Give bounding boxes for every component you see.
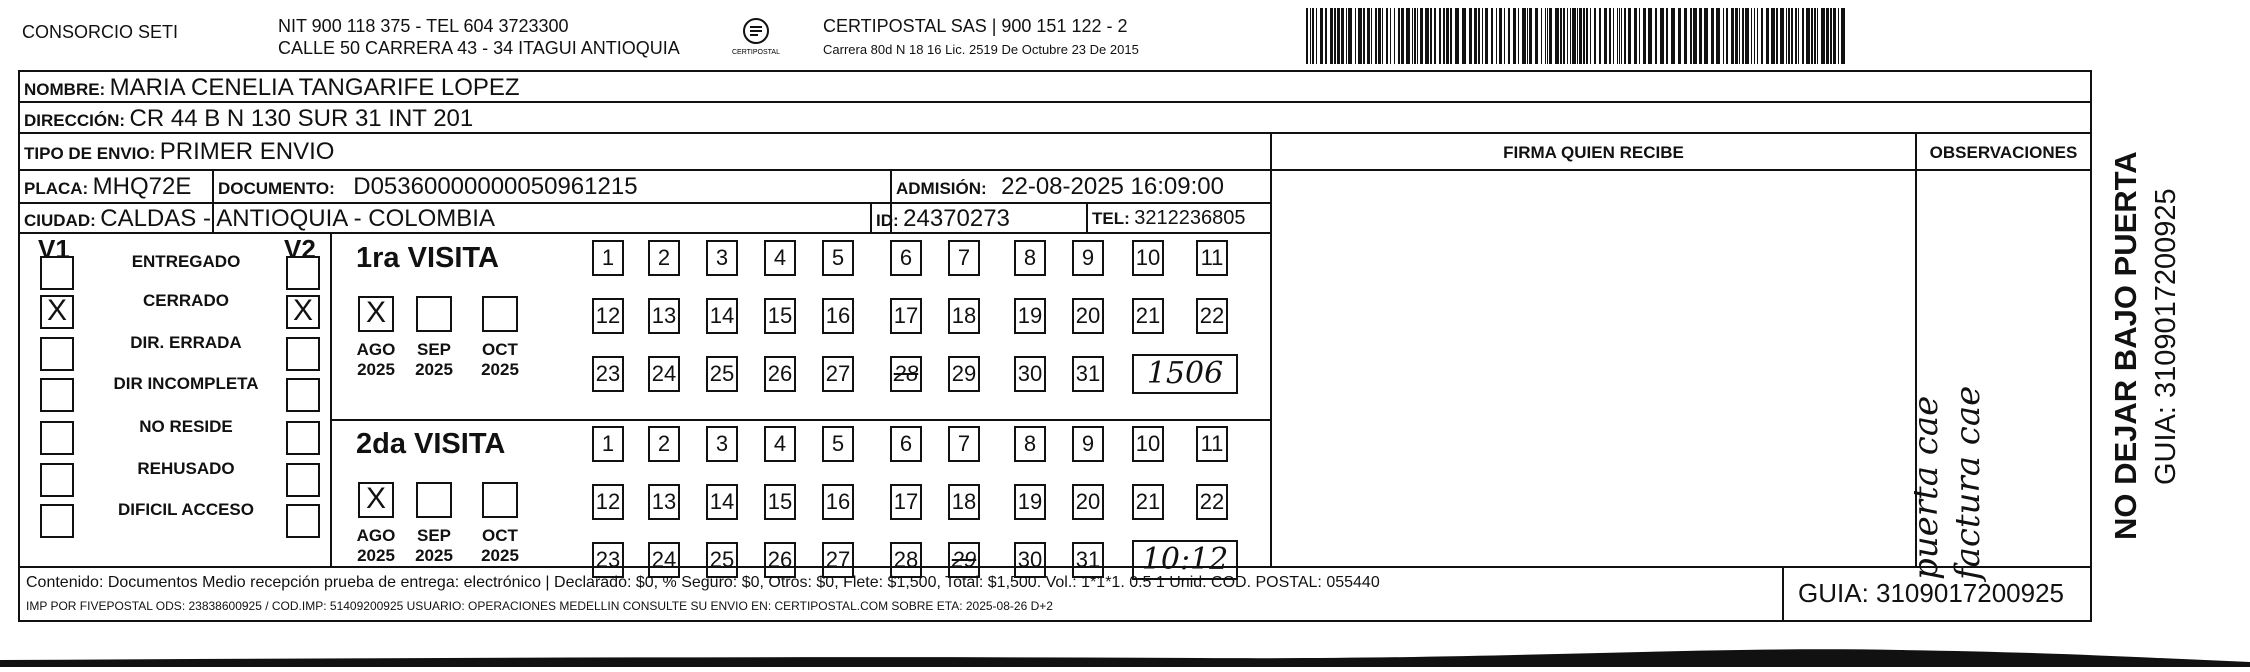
placa-label: PLACA:: [24, 179, 89, 198]
v2-checkbox[interactable]: [286, 421, 320, 455]
day-box[interactable]: 13: [648, 298, 680, 334]
day-box[interactable]: 2: [648, 240, 680, 276]
day-box[interactable]: 19: [1014, 298, 1046, 334]
month-label: [409, 340, 459, 380]
day-box[interactable]: 28: [890, 356, 922, 392]
day-box[interactable]: 30: [1014, 356, 1046, 392]
day-box[interactable]: 15: [764, 298, 796, 334]
tel-label: TEL:: [1092, 209, 1130, 228]
day-box[interactable]: 9: [1072, 240, 1104, 276]
id-field: [876, 205, 1010, 233]
row-line: [330, 419, 1270, 421]
ciudad-value: CALDAS - ANTIOQUIA - COLOMBIA: [100, 205, 495, 232]
day-box[interactable]: 18: [948, 298, 980, 334]
placa-value: MHQ72E: [92, 173, 192, 200]
v1-checkbox[interactable]: [40, 421, 74, 455]
direccion-label: DIRECCIÓN:: [24, 111, 126, 130]
admision-label: ADMISIÓN:: [896, 179, 987, 198]
col-line: [870, 202, 872, 232]
v1-label: V1: [38, 234, 70, 264]
v1-checkbox[interactable]: [40, 463, 74, 497]
day-box[interactable]: 10: [1132, 426, 1164, 462]
tipo-row: [24, 138, 334, 166]
col-line: [330, 232, 332, 566]
month-name: AGO: [356, 526, 396, 545]
day-box[interactable]: 13: [648, 484, 680, 520]
observaciones-header: OBSERVACIONES: [1929, 143, 2078, 162]
day-box[interactable]: 11: [1196, 240, 1228, 276]
day-box[interactable]: 9: [1072, 426, 1104, 462]
day-box[interactable]: 5: [822, 426, 854, 462]
observaciones-note-line: puerta cae: [1906, 395, 1946, 580]
day-box[interactable]: 7: [948, 240, 980, 276]
col-line: [1086, 202, 1088, 232]
motive-label: REHUSADO: [137, 459, 235, 478]
observaciones-note-line: factura cae: [1948, 385, 1988, 580]
v1-checkbox[interactable]: [40, 378, 74, 412]
day-box[interactable]: 2: [648, 426, 680, 462]
month-checkbox[interactable]: [416, 296, 452, 332]
frame-top: [18, 70, 2092, 72]
day-box[interactable]: 16: [822, 298, 854, 334]
month-name: OCT: [482, 526, 518, 545]
v2-checkbox[interactable]: [286, 378, 320, 412]
tel-field: [1092, 207, 1245, 230]
day-box[interactable]: 21: [1132, 298, 1164, 334]
motive-label: DIR. ERRADA: [130, 333, 242, 352]
certipostal-logo: [728, 16, 784, 58]
frame-bottom: [18, 620, 2092, 622]
v1-checkbox[interactable]: [40, 337, 74, 371]
month-year: 2025: [357, 360, 395, 379]
bottom-torn-edge: [0, 636, 2250, 667]
day-box[interactable]: 20: [1072, 484, 1104, 520]
v1-checkbox[interactable]: [40, 504, 74, 538]
v2-label: V2: [284, 234, 316, 264]
tipo-label: TIPO DE ENVIO:: [24, 144, 156, 163]
motive-label: CERRADO: [143, 291, 229, 310]
day-box[interactable]: 31: [1072, 356, 1104, 392]
observaciones-note: [1905, 230, 1989, 580]
month-label: [409, 526, 459, 566]
day-box[interactable]: 23: [592, 356, 624, 392]
id-value: 24370273: [903, 205, 1010, 232]
ciudad-label: CIUDAD:: [24, 211, 96, 230]
day-box[interactable]: 29: [948, 542, 980, 578]
motive-label: DIFICIL ACCESO: [117, 500, 254, 519]
day-box[interactable]: 3: [706, 426, 738, 462]
frame-right: [2090, 70, 2092, 622]
v2-checkbox[interactable]: [286, 504, 320, 538]
admision-value: 22-08-2025 16:09:00: [1001, 173, 1224, 200]
barcode: [1306, 8, 1846, 64]
day-box[interactable]: 23: [592, 542, 624, 578]
imp-line: IMP POR FIVEPOSTAL ODS: 23838600925 / COD.IMP: 51409200925 USUARIO: OPERACIONES MEDELLIN CONSULTE SU ENVIO EN: CERTIPOSTAL.COM SOBRE ETA: 2025-08-26 D+2: [26, 599, 1053, 613]
day-box[interactable]: 24: [648, 542, 680, 578]
day-box[interactable]: 17: [890, 298, 922, 334]
day-box[interactable]: 6: [890, 426, 922, 462]
day-box[interactable]: 17: [890, 484, 922, 520]
day-box[interactable]: 26: [764, 542, 796, 578]
company-name: CONSORCIO SETI: [22, 22, 179, 42]
month-checkbox[interactable]: [482, 482, 518, 518]
row-line: [18, 566, 2092, 568]
day-box[interactable]: 8: [1014, 426, 1046, 462]
admision-field: [896, 173, 1224, 201]
frame-left: [18, 70, 20, 622]
contenido-line: Contenido: Documentos Medio recepción prueba de entrega: electrónico | Declarado: $0, % Seguro: $0, Otros: $0, Flete: $1,500, Total: $1,500. Vol.: 1*1*1. 0.5 1 Unid. COD. POSTAL: 055440: [26, 574, 1380, 591]
day-box[interactable]: 28: [890, 542, 922, 578]
day-box[interactable]: 30: [1014, 542, 1046, 578]
motive-label: NO RESIDE: [139, 417, 233, 436]
v2-checkbox[interactable]: X: [286, 295, 320, 329]
month-checkbox[interactable]: X: [358, 296, 394, 332]
month-year: 2025: [415, 546, 453, 565]
day-box[interactable]: 10: [1132, 240, 1164, 276]
nombre-label: NOMBRE:: [24, 80, 106, 99]
id-label: ID:: [876, 211, 899, 230]
visit-title: 1ra VISITA: [356, 242, 499, 274]
direccion-row: [24, 105, 473, 133]
col-line: [1270, 132, 1272, 566]
day-box[interactable]: 29: [948, 356, 980, 392]
no-dejar-bajo-puerta: NO DEJAR BAJO PUERTA: [2108, 151, 2143, 540]
day-box[interactable]: 25: [706, 542, 738, 578]
nit-line: NIT 900 118 375 - TEL 604 3723300: [278, 16, 569, 36]
month-year: 2025: [415, 360, 453, 379]
address-line: CALLE 50 CARRERA 43 - 34 ITAGUI ANTIOQUIA: [278, 38, 680, 58]
license-line: Carrera 80d N 18 16 Lic. 2519 De Octubre 23 De 2015: [823, 42, 1139, 57]
month-name: AGO: [356, 340, 396, 359]
day-box[interactable]: 7: [948, 426, 980, 462]
month-label: [351, 526, 401, 566]
month-label: [475, 340, 525, 380]
day-box[interactable]: 12: [592, 484, 624, 520]
documento-label: DOCUMENTO:: [218, 179, 335, 198]
documento-value: D05360000000050961215: [353, 173, 638, 200]
v2-checkbox[interactable]: [286, 256, 320, 290]
direccion-value: CR 44 B N 130 SUR 31 INT 201: [129, 105, 474, 132]
visit-title: 2da VISITA: [356, 428, 506, 460]
month-checkbox[interactable]: [416, 482, 452, 518]
visit-time[interactable]: 10:12: [1132, 540, 1238, 580]
month-year: 2025: [357, 546, 395, 565]
day-box[interactable]: 14: [706, 298, 738, 334]
tipo-value: PRIMER ENVIO: [159, 138, 335, 165]
firma-header: FIRMA QUIEN RECIBE: [1503, 143, 1684, 162]
month-name: SEP: [416, 526, 452, 545]
month-checkbox[interactable]: X: [358, 482, 394, 518]
day-box[interactable]: 1: [592, 426, 624, 462]
day-box[interactable]: 14: [706, 484, 738, 520]
day-box[interactable]: 16: [822, 484, 854, 520]
nombre-row: [24, 74, 520, 102]
day-box[interactable]: 27: [822, 356, 854, 392]
barcode-graphic: [1306, 8, 1846, 64]
certipostal-logo-icon: [728, 16, 784, 58]
day-box[interactable]: 11: [1196, 426, 1228, 462]
visit-time[interactable]: 1506: [1132, 354, 1238, 394]
day-box[interactable]: 25: [706, 356, 738, 392]
v1-checkbox[interactable]: [40, 256, 74, 290]
day-box[interactable]: 5: [822, 240, 854, 276]
ciudad-field: [24, 205, 495, 233]
day-box[interactable]: 31: [1072, 542, 1104, 578]
month-year: 2025: [481, 360, 519, 379]
day-box[interactable]: 6: [890, 240, 922, 276]
day-box[interactable]: 18: [948, 484, 980, 520]
motive-label: DIR INCOMPLETA: [113, 374, 259, 393]
day-box[interactable]: 8: [1014, 240, 1046, 276]
svg-text:CERTIPOSTAL: CERTIPOSTAL: [732, 49, 780, 56]
day-box[interactable]: 1: [592, 240, 624, 276]
day-box[interactable]: 4: [764, 426, 796, 462]
month-year: 2025: [481, 546, 519, 565]
motive-label: ENTREGADO: [131, 252, 241, 271]
day-box[interactable]: 12: [592, 298, 624, 334]
guia-footer: GUIA: 3109017200925: [1798, 578, 2064, 608]
day-box[interactable]: 3: [706, 240, 738, 276]
month-label: [475, 526, 525, 566]
day-box[interactable]: 22: [1196, 484, 1228, 520]
day-box[interactable]: 20: [1072, 298, 1104, 334]
day-box[interactable]: 15: [764, 484, 796, 520]
month-name: SEP: [416, 340, 452, 359]
month-checkbox[interactable]: [482, 296, 518, 332]
day-box[interactable]: 24: [648, 356, 680, 392]
month-name: OCT: [482, 340, 518, 359]
placa-field: [24, 173, 191, 201]
v1-checkbox[interactable]: X: [40, 295, 74, 329]
day-box[interactable]: 26: [764, 356, 796, 392]
day-box[interactable]: 22: [1196, 298, 1228, 334]
tel-value: 3212236805: [1134, 207, 1246, 229]
v2-checkbox[interactable]: [286, 463, 320, 497]
guia-vertical: GUIA: 3109017200925: [2150, 188, 2182, 485]
day-box[interactable]: 21: [1132, 484, 1164, 520]
documento-field: [218, 173, 638, 201]
month-label: [351, 340, 401, 380]
row-line: [18, 202, 1270, 204]
certipostal-line: CERTIPOSTAL SAS | 900 151 122 - 2: [823, 16, 1128, 36]
row-line: [18, 169, 2092, 171]
day-box[interactable]: 4: [764, 240, 796, 276]
torn-edge-shape: [0, 636, 2250, 667]
col-line: [1782, 566, 1784, 620]
v2-checkbox[interactable]: [286, 337, 320, 371]
day-box[interactable]: 19: [1014, 484, 1046, 520]
nombre-value: MARIA CENELIA TANGARIFE LOPEZ: [109, 74, 520, 101]
day-box[interactable]: 27: [822, 542, 854, 578]
